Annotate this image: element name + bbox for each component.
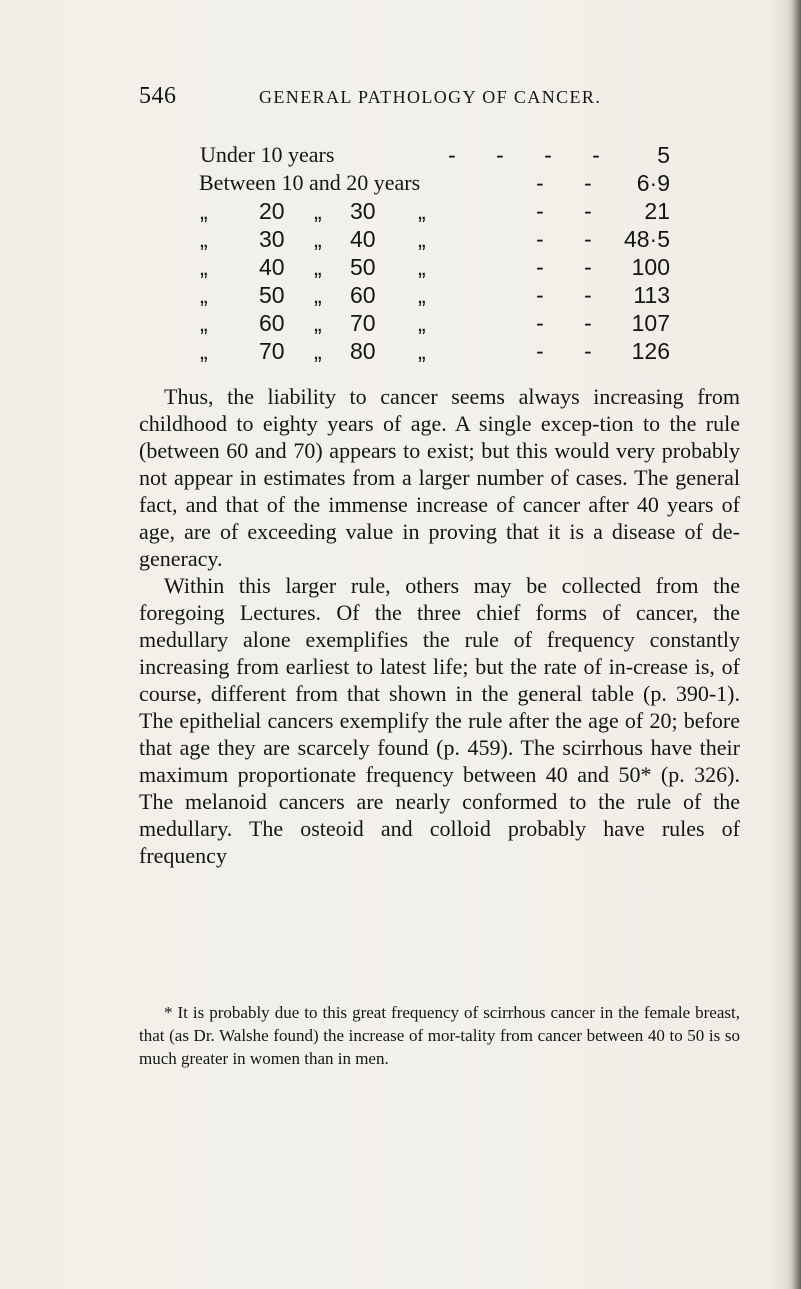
leader-dashes: - - xyxy=(536,310,609,336)
ditto-mark: „ xyxy=(200,226,208,252)
leader-dashes: - - xyxy=(536,254,609,280)
ditto-mark: „ xyxy=(418,198,426,224)
ditto-mark: „ xyxy=(418,282,426,308)
table-row xyxy=(200,141,670,169)
range-end: 40 xyxy=(350,226,376,252)
ditto-mark: „ xyxy=(314,338,322,364)
ditto-mark: „ xyxy=(418,226,426,252)
range-end: 50 xyxy=(350,254,376,280)
paragraph: Thus, the liability to cancer seems always increasing from childhood to eighty years of age. A single excep-tion to the rule (between 60 and 70) appears to exist; but this would very probably not appear in estimates from a larger number of cases. The general fact, and that of the immense increase of cancer after 40 years of age, are of exceeding value in proving that it is a disease of de-generacy. xyxy=(139,384,740,571)
row-value: 21 xyxy=(644,198,670,224)
range-start: 40 xyxy=(259,254,285,280)
table-row xyxy=(200,309,670,337)
leader-dashes: - - xyxy=(536,282,609,308)
ditto-mark: „ xyxy=(418,310,426,336)
leader-dashes: - - xyxy=(536,170,609,196)
ditto-mark: „ xyxy=(314,254,322,280)
table-row xyxy=(200,169,670,197)
row-label: Between 10 and 20 years xyxy=(199,170,421,195)
range-end: 30 xyxy=(350,198,376,224)
leader-dashes: - - - - xyxy=(448,142,617,168)
ditto-mark: „ xyxy=(200,198,208,224)
table-row xyxy=(200,197,670,225)
ditto-mark: „ xyxy=(314,226,322,252)
range-end: 70 xyxy=(350,310,376,336)
row-value: 126 xyxy=(631,338,670,364)
row-value: 6·9 xyxy=(636,170,670,196)
ditto-mark: „ xyxy=(200,310,208,336)
table-row xyxy=(200,225,670,253)
ditto-mark: „ xyxy=(314,198,322,224)
table-row xyxy=(200,253,670,281)
page-number: 546 xyxy=(139,83,177,109)
leader-dashes: - - xyxy=(536,198,609,224)
ditto-mark: „ xyxy=(314,282,322,308)
ditto-mark: „ xyxy=(418,338,426,364)
range-start: 70 xyxy=(259,338,285,364)
row-value: 100 xyxy=(631,254,670,280)
table-row xyxy=(200,281,670,309)
leader-dashes: - - xyxy=(536,338,609,364)
row-value: 48·5 xyxy=(623,226,670,252)
footnote xyxy=(139,1001,740,1070)
row-value: 5 xyxy=(657,142,670,168)
row-label: Under 10 years xyxy=(200,142,335,167)
ditto-mark: „ xyxy=(200,254,208,280)
main-text xyxy=(139,383,740,869)
ditto-mark: „ xyxy=(200,338,208,364)
ditto-mark: „ xyxy=(418,254,426,280)
age-frequency-table xyxy=(200,141,670,365)
table-row xyxy=(200,337,670,365)
page-edge-shadow xyxy=(787,0,801,1289)
ditto-mark: „ xyxy=(200,282,208,308)
ditto-mark: „ xyxy=(314,310,322,336)
range-start: 30 xyxy=(259,226,285,252)
range-start: 60 xyxy=(259,310,285,336)
running-title: GENERAL PATHOLOGY OF CANCER. xyxy=(259,87,602,107)
leader-dashes: - - xyxy=(536,226,609,252)
range-end: 60 xyxy=(350,282,376,308)
footnote-text: * It is probably due to this great frequency of scirrhous cancer in the female breast, that (as Dr. Walshe found) the increase of mor-tality from cancer between 40 to 50 is so much greater in women than in men. xyxy=(139,1003,740,1068)
range-start: 20 xyxy=(259,198,285,224)
range-start: 50 xyxy=(259,282,285,308)
row-value: 107 xyxy=(631,310,670,336)
row-value: 113 xyxy=(633,282,670,308)
page-header xyxy=(139,82,659,116)
paragraph: Within this larger rule, others may be collected from the foregoing Lectures. Of the three chief forms of cancer, the medullary alone exemplifies the rule of frequency constantly increasing from earliest to latest life; but the rate of in-crease is, of course, different from that shown in the general table (p. 390-1). The epithelial cancers exemplify the rule after the age of 20; before that age they are scarcely found (p. 459). The scirrhous have their maximum proportionate frequency between 40 and 50* (p. 326). The melanoid cancers are nearly conformed to the rule of the medullary. The osteoid and colloid probably have rules of frequency xyxy=(139,573,740,868)
range-end: 80 xyxy=(350,338,376,364)
